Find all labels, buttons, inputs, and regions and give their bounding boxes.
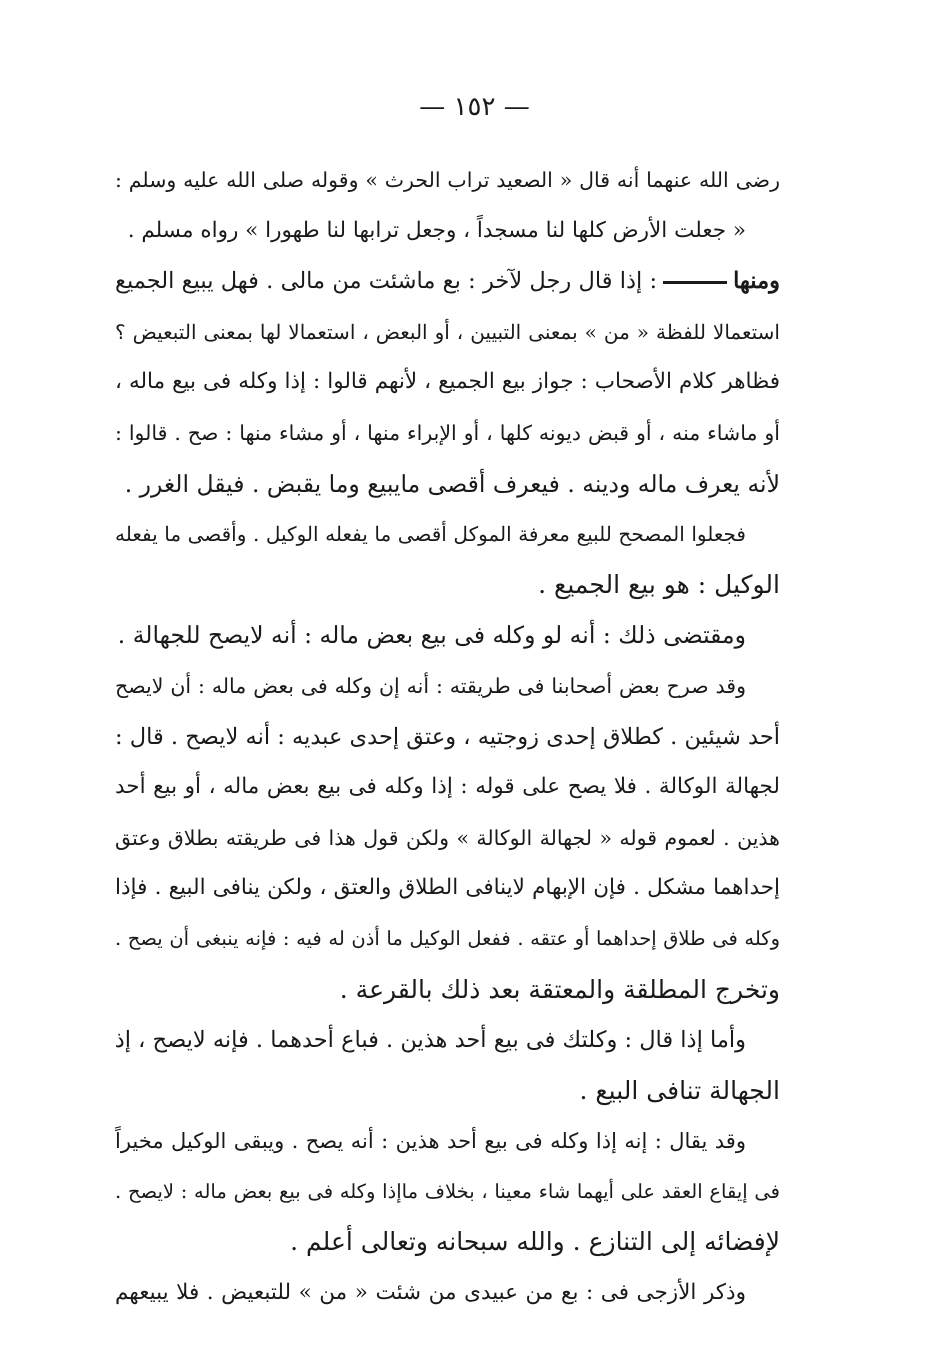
text-line: « جعلت الأرض كلها لنا مسجداً ، وجعل ترابها لنا طهورا » رواه مسلم .: [127, 217, 746, 243]
text-line: ومقتضى ذلك : أنه لو وكله فى بيع بعض ماله : أنه لايصح للجهالة .: [117, 621, 746, 650]
text-line-with-heading: [115, 256, 780, 307]
page-number: — ١٥٢ —: [419, 92, 530, 122]
section-heading: ومنها: [733, 268, 780, 295]
text-line: وكله فى طلاق إحداهما أو عتقه . ففعل الوكيل ما أذن له فيه : فإنه ينبغى أن يصح .: [115, 926, 780, 950]
text-line: لأنه يعرف ماله ودينه . فيعرف أقصى مايبيع وما يقبض . فيقل الغرر .: [124, 469, 780, 498]
text-line: أو ماشاء منه ، أو قبض ديونه كلها ، أو الإبراء منها ، أو مشاء منها : صح . قالوا :: [115, 420, 780, 445]
text-line: لجهالة الوكالة . فلا يصح على قوله : إذا وكله فى بيع بعض ماله ، أو بيع أحد: [115, 774, 780, 800]
text-span: : إذا قال رجل لآخر : بع ماشئت من مالى . فهل يبيع الجميع: [115, 268, 658, 295]
text-line: فجعلوا المصحح للبيع معرفة الموكل أقصى ما يفعله الوكيل . وأقصى ما يفعله: [115, 522, 746, 547]
text-line: استعمالا للفظة « من » بمعنى التبيين ، أو البعض ، استعمالا لها بمعنى التبعيض ؟: [115, 319, 780, 344]
text-line: وأما إذا قال : وكلتك فى بيع أحد هذين . فباع أحدهما . فإنه لايصح ، إذ: [115, 1027, 746, 1054]
text-line: فى إيقاع العقد على أيهما شاء معينا ، بخلاف ماإذا وكله فى بيع بعض ماله : لايصح .: [115, 1179, 780, 1203]
text-line: فظاهر كلام الأصحاب : جواز بيع الجميع ، لأنهم قالوا : إذا وكله فى بيع ماله ،: [115, 369, 780, 395]
text-line: رضى الله عنهما أنه قال « الصعيد تراب الحرث » وقوله صلى الله عليه وسلم :: [115, 168, 780, 192]
text-line: لإفضائه إلى التنازع . والله سبحانه وتعالى أعلم .: [290, 1227, 780, 1257]
text-line: هذين . لعموم قوله « لجهالة الوكالة » ولكن قول هذا فى طريقته بطلاق وعتق: [115, 825, 780, 850]
text-line: وقد يقال : إنه إذا وكله فى بيع أحد هذين : أنه يصح . ويبقى الوكيل مخيراً: [115, 1129, 746, 1154]
text-line: أحد شيئين . كطلاق إحدى زوجتيه ، وعتق إحدى عبديه : أنه لايصح . قال :: [115, 723, 780, 750]
text-line: الوكيل : هو بيع الجميع .: [538, 569, 780, 599]
heading-rule: [663, 281, 727, 284]
text-line: وتخرج المطلقة والمعتقة بعد ذلك بالقرعة .: [339, 974, 780, 1004]
body-text: [115, 155, 780, 1319]
text-line: وقد صرح بعض أصحابنا فى طريقته : أنه إن وكله فى بعض ماله : أن لايصح: [115, 673, 746, 698]
text-line: وذكر الأزجى فى : بع من عبيدى من شئت « من » للتبعيض . فلا يبيعهم: [115, 1280, 746, 1306]
text-line: إحداهما مشكل . فإن الإبهام لاينافى الطلاق والعتق ، ولكن ينافى البيع . فإذا: [115, 875, 780, 901]
text-line: الجهالة تنافى البيع .: [579, 1075, 780, 1105]
